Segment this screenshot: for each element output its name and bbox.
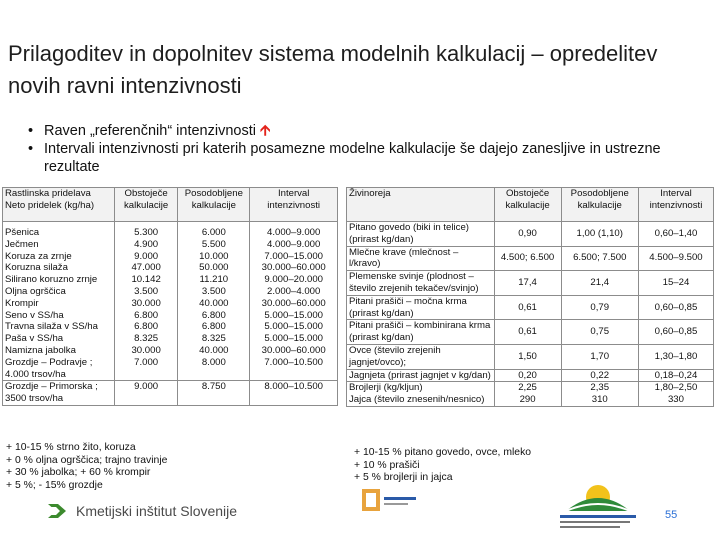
plant-production-table	[2, 187, 338, 406]
rural-development-logo-icon	[552, 475, 644, 530]
header-cell: Posodobljene kalkulacije	[561, 188, 638, 222]
table-row	[347, 320, 714, 345]
table-row	[347, 369, 714, 382]
arrow-up-icon: 🡩	[260, 123, 271, 139]
table-cell: Brojlerji (kg/kljun) Jajca (število znesenih/nesnico)	[347, 382, 495, 407]
slide-title: Prilagoditev in dopolnitev sistema modelnih kalkulacij – opredelitev novih ravni intenzivnosti	[8, 41, 658, 98]
partner-logo-icon	[360, 485, 420, 515]
table-cell: 6.000 5.500 10.000 50.000 11.210 3.500 40.000 6.800 6.800 8.325 40.000 8.000	[178, 227, 250, 381]
table-cell: Pitani prašiči – močna krma (prirast kg/dan)	[347, 295, 495, 320]
table-cell: 0,60–0,85	[638, 320, 713, 345]
table-row	[347, 222, 714, 247]
table-header-row	[3, 188, 338, 222]
table-cell: 9.000	[114, 381, 177, 406]
table-cell: 2,35 310	[561, 382, 638, 407]
note-line: + 10-15 % strno žito, koruza	[6, 442, 136, 453]
note-line: + 0 % oljna ogrščica; trajno travinje	[6, 454, 168, 466]
table-cell: 0,22	[561, 369, 638, 382]
table-cell: 1,00 (1,10)	[561, 222, 638, 247]
table-row	[3, 381, 338, 406]
table-cell: Grozdje – Primorska ; 3500 trsov/ha	[3, 381, 115, 406]
table-cell: Plemenske svinje (plodnost – število zrejenih tekačev/svinjo)	[347, 271, 495, 296]
header-cell: Interval intenzivnosti	[250, 188, 338, 222]
table-row	[347, 246, 714, 271]
table-cell: 4.000–9.000 4.000–9.000 7.000–15.000 30.000–60.000 9.000–20.000 2.000–4.000 30.000–60.000 5.000–15.000 5.000–15.000 5.000–15.000 30.000–60.000 7.000–10.500	[250, 227, 338, 381]
header-cell: Obstoječe kalkulacije	[114, 188, 177, 222]
note-line: + 30 % jabolka; + 60 % krompir	[6, 467, 151, 479]
table-cell: 4.500–9.500	[638, 246, 713, 271]
table-row	[347, 344, 714, 369]
header-cell: Obstoječe kalkulacije	[494, 188, 561, 222]
table-row	[347, 295, 714, 320]
table-cell: 0,61	[494, 320, 561, 345]
table-row	[3, 227, 338, 381]
table-cell: 8.000–10.500	[250, 381, 338, 406]
header-cell: Živinoreja	[347, 188, 495, 222]
table-cell: Pitani prašiči – kombinirana krma (prirast kg/dan)	[347, 320, 495, 345]
table-cell: 1,80–2,50 330	[638, 382, 713, 407]
table-cell: 0,75	[561, 320, 638, 345]
table-cell: 6.500; 7.500	[561, 246, 638, 271]
table-row	[347, 382, 714, 407]
table-cell: 0,79	[561, 295, 638, 320]
note-line: + 10 % prašiči	[354, 459, 420, 471]
table-cell: 21,4	[561, 271, 638, 296]
table-cell: 5.300 4.900 9.000 47.000 10.142 3.500 30.000 6.800 6.800 8.325 30.000 7.000	[114, 227, 177, 381]
note-line: + 5 % brojlerji in jajca	[354, 472, 453, 484]
table-header-row	[347, 188, 714, 222]
table-cell: 1,30–1,80	[638, 344, 713, 369]
header-cell: Rastlinska pridelava Neto pridelek (kg/ha)	[3, 188, 115, 222]
bullet-text: Raven „referenčnih“ intenzivnosti	[44, 123, 256, 139]
table-row	[347, 271, 714, 296]
header-cell: Posodobljene kalkulacije	[178, 188, 250, 222]
bullet-reference-intensity	[8, 122, 708, 140]
livestock-table	[346, 187, 714, 407]
bullet-list	[8, 122, 708, 176]
table-cell: 8.750	[178, 381, 250, 406]
table-cell: 0,20	[494, 369, 561, 382]
institute-logo	[46, 500, 237, 522]
table-cell: 15–24	[638, 271, 713, 296]
table-cell: 4.500; 6.500	[494, 246, 561, 271]
institute-name: Kmetijski inštitut Slovenije	[76, 503, 238, 519]
page-number: 55	[665, 509, 678, 521]
table-cell: 1,70	[561, 344, 638, 369]
table-cell: 17,4	[494, 271, 561, 296]
table-cell: Ovce (število zrejenih jagnjet/ovco);	[347, 344, 495, 369]
table-cell: 0,90	[494, 222, 561, 247]
note-line: + 5 %; - 15% grozdje	[6, 479, 103, 491]
livestock-notes	[354, 447, 531, 485]
table-cell: Jagnjeta (prirast jagnjet v kg/dan)	[347, 369, 495, 382]
table-cell: 0,60–1,40	[638, 222, 713, 247]
table-cell: 1,50	[494, 344, 561, 369]
bullet-text: Intervali intenzivnosti pri katerih posamezne modelne kalkulacije še dajejo zanesljive in ustrezne rezultate	[44, 141, 661, 175]
table-cell: 0,60–0,85	[638, 295, 713, 320]
table-cell: Pšenica Ječmen Koruza za zrnje Koruzna silaža Silirano koruzno zrnje Oljna ogrščica Krompir Seno v SS/ha Travna silaža v SS/ha Paša v SS/ha Namizna jabolka Grozdje – Podravje ; 4.000 trsov/ha	[3, 227, 115, 381]
bullet-marker: •	[28, 123, 34, 139]
table-cell: 2,25 290	[494, 382, 561, 407]
plant-notes	[6, 442, 167, 492]
table-cell: Pitano govedo (biki in telice) (prirast kg/dan)	[347, 222, 495, 247]
institute-logo-icon	[46, 500, 68, 522]
bullet-intervals	[8, 140, 708, 176]
table-cell: 0,18–0,24	[638, 369, 713, 382]
bullet-marker: •	[28, 141, 34, 157]
note-line: + 10-15 % pitano govedo, ovce, mleko	[354, 447, 532, 458]
table-cell: 0,61	[494, 295, 561, 320]
header-cell: Interval intenzivnosti	[638, 188, 713, 222]
table-cell: Mlečne krave (mlečnost – l/kravo)	[347, 246, 495, 271]
